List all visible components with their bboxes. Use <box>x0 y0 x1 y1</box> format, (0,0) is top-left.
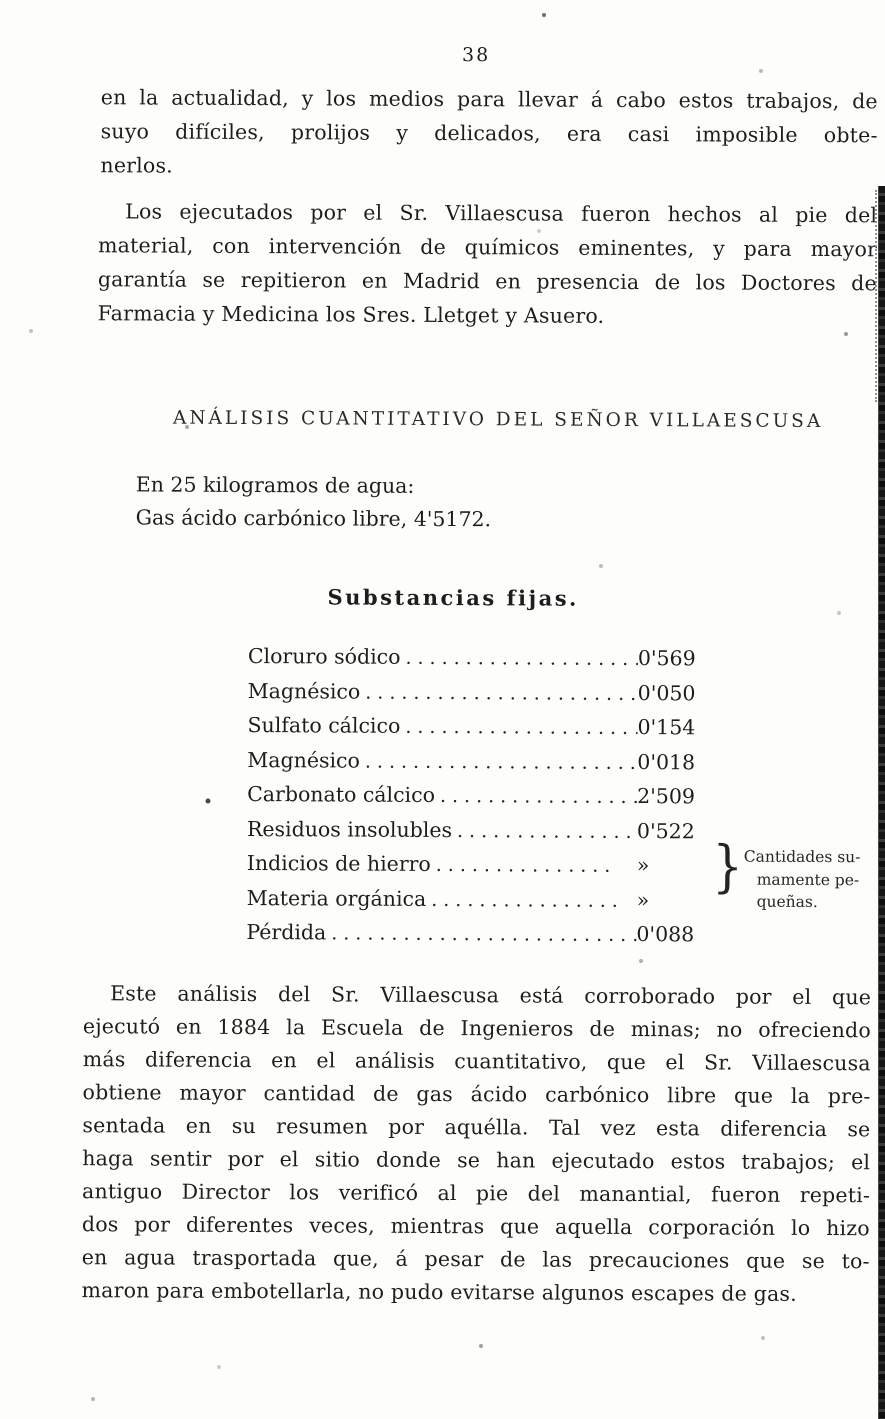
paragraph-line: garantía se repitieron en Madrid en presencia de los Doctores de <box>97 267 877 296</box>
substances-table <box>246 643 861 957</box>
dot-leader <box>360 679 638 704</box>
row-value: 0'050 <box>637 680 696 705</box>
paragraph-line: más diferencia en el análisis cuantitativo, que el Sr. Villaescusa <box>82 1047 871 1076</box>
paragraph-line: Los ejecutados por el Sr. Villaescusa fueron hechos al pie del <box>125 199 878 228</box>
table-row <box>248 644 710 681</box>
closing-paragraph <box>81 977 871 1311</box>
dot-leader <box>326 920 636 946</box>
paragraph-line: obtiene mayor cantidad de gas ácido carbónico libre que la pre- <box>82 1080 871 1109</box>
row-label: Residuos insolubles <box>246 816 453 842</box>
dot-leader <box>431 852 618 877</box>
row-value: 0'088 <box>636 922 695 947</box>
table-row <box>247 713 709 750</box>
annotation-line: Cantidades su- <box>743 847 861 867</box>
paragraph-line: antiguo Director los verificó al pie del manantial, fueron repeti- <box>82 1179 871 1208</box>
row-value: 0'154 <box>637 715 696 740</box>
table-row <box>248 678 710 715</box>
row-label: Carbonato cálcico <box>247 781 436 807</box>
paragraph-line: material, con intervención de químicos eminentes, y para mayor <box>97 233 878 262</box>
intro-line: En 25 kilogramos de agua: <box>135 472 415 498</box>
table-annotation <box>744 846 885 914</box>
page-number: 38 <box>461 44 491 67</box>
table-row <box>247 747 709 784</box>
section-heading: ANÁLISIS CUANTITATIVO DEL SEÑOR VILLAESCUSA <box>172 407 824 433</box>
row-label: Pérdida <box>246 919 327 945</box>
table-row <box>247 851 709 888</box>
row-label: Magnésico <box>247 747 360 773</box>
row-value: 0'018 <box>637 749 696 774</box>
annotation-line: mamente pe- <box>756 870 860 889</box>
intro-line: Gas ácido carbónico libre, 4'5172. <box>135 505 492 532</box>
paragraph-line: nerlos. <box>100 153 173 178</box>
paragraph-line: suyo difíciles, prolijos y delicados, era casi imposible obte- <box>100 119 878 148</box>
paragraph-line: en agua trasportada que, á pesar de las precauciones que se to- <box>81 1245 870 1274</box>
table-row <box>246 920 708 957</box>
dot-leader <box>452 818 637 843</box>
paragraph-line: en la actualidad, y los medios para llevar á cabo estos trabajos, de <box>100 85 878 114</box>
paragraph-line: Farmacia y Medicina los Sres. Lletget y Asuero. <box>97 301 605 328</box>
dot-leader <box>360 748 638 773</box>
paragraph-line: sentada en su resumen por aquélla. Tal vez esta diferencia se <box>82 1113 871 1142</box>
grouping-brace: } <box>712 834 743 900</box>
paragraph-line: ejecutó en 1884 la Escuela de Ingenieros de minas; no ofreciendo <box>82 1014 871 1043</box>
row-value: » <box>636 887 650 912</box>
row-value: » <box>636 853 650 878</box>
page-edge-shadow <box>878 186 885 1419</box>
paragraph-line: dos por diferentes veces, mientras que aquella corporación lo hizo <box>81 1212 870 1241</box>
scan-dotted-edge <box>875 190 877 402</box>
sample-intro <box>136 468 492 536</box>
paragraph-line: haga sentir por el sitio donde se han ejecutado estos trabajos; el <box>82 1146 871 1175</box>
row-value: 2'509 <box>637 784 696 809</box>
row-label: Materia orgánica <box>246 885 427 911</box>
row-label: Cloruro sódico <box>247 643 401 669</box>
dot-leader <box>426 886 617 911</box>
dot-leader <box>400 714 637 739</box>
row-label: Magnésico <box>247 678 361 704</box>
table-title: Substancias fijas. <box>327 584 579 611</box>
row-label: Sulfato cálcico <box>247 712 401 738</box>
paragraph-line: Este análisis del Sr. Villaescusa está corroborado por el que <box>110 981 872 1010</box>
row-value: 0'522 <box>636 818 695 843</box>
paragraph-line: maron para embotellarla, no pudo evitarse algunos escapes de gas. <box>81 1278 797 1306</box>
dot-leader <box>400 645 638 670</box>
annotation-line: queñas. <box>756 892 818 911</box>
row-label: Indicios de hierro <box>246 850 431 876</box>
table-row <box>247 816 709 853</box>
scan-speckles <box>0 0 2 2</box>
row-value: 0'569 <box>637 646 696 671</box>
paragraph-1 <box>100 80 878 186</box>
table-row <box>246 885 708 922</box>
dot-leader <box>435 783 637 808</box>
table-row <box>247 782 709 819</box>
paragraph-2 <box>98 194 878 334</box>
